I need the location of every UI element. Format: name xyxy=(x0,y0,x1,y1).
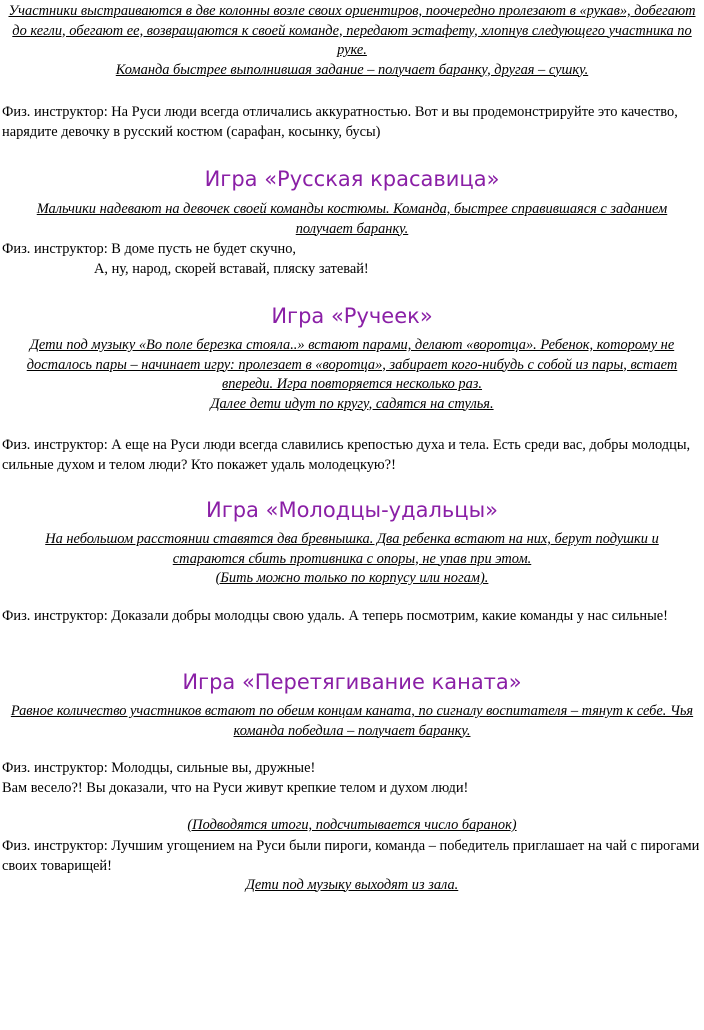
game-4-section xyxy=(0,668,704,696)
game-rules-note-remark: (Бить можно только по корпусу или ногам). xyxy=(215,570,489,586)
game-2-section xyxy=(0,302,704,330)
instructor-speech-continued: А, ну, народ, скорей вставай, пляску затевай! xyxy=(94,261,369,277)
instructor-speech: Физ. инструктор: Молодцы, сильные вы, дружные! xyxy=(2,760,316,776)
game-1-note-block xyxy=(0,200,704,239)
game-rules-note-after: Далее дети идут по кругу, садятся на стулья. xyxy=(210,395,494,412)
game-2-note-block xyxy=(0,336,704,414)
game-3-note-block xyxy=(0,530,704,589)
game-title: Игра «Ручеек» xyxy=(271,304,433,328)
game-1-speech-block xyxy=(0,239,704,279)
game-3-speech-block xyxy=(0,606,704,626)
game-rules-note: Мальчики надевают на девочек своей команды костюмы. Команда, быстрее справившаяся с заданием получает баранку. xyxy=(36,201,668,237)
intro-section xyxy=(0,2,704,80)
instructor-speech: Физ. инструктор: Доказали добры молодцы свою удаль. А теперь посмотрим, какие команды у нас сильные! xyxy=(2,608,668,624)
ending-section xyxy=(0,816,704,895)
instructor-speech: Физ. инструктор: А еще на Руси люди всегда славились крепостью духа и тела. Есть среди вас, добры молодцы, сильные духом и телом люди? Кто покажет удаль молодецкую?! xyxy=(2,437,691,473)
instructor-speech: Физ. инструктор: В доме пусть не будет скучно, xyxy=(2,241,297,257)
game-2-speech-block xyxy=(0,435,704,475)
intro-note: Участники выстраиваются в две колонны возле своих ориентиров, поочередно пролезают в «рукав», добегают до кегли, обегают ее, возвращаются к своей команде, передают эстафету, хлопнув следующего участника по руке. xyxy=(8,3,696,58)
game-title: Игра «Русская красавица» xyxy=(204,167,500,191)
game-title: Игра «Молодцы-удальцы» xyxy=(205,498,498,522)
summary-note: (Подводятся итоги, подсчитывается число баранок) xyxy=(187,817,517,833)
game-4-note-block xyxy=(0,702,704,741)
instructor-speech-continued: Вам весело?! Вы доказали, что на Руси живут крепкие телом и духом люди! xyxy=(2,780,469,796)
game-4-speech-block xyxy=(0,758,704,798)
intro-speech-section xyxy=(0,102,704,142)
game-rules-note: Дети под музыку «Во поле березка стояла..» встают парами, делают «воротца». Ребенок, которому не досталось пары – начинает игру: пролезает в «воротца», забирает кого-нибудь с собой из пары, встает впереди. Игра повторяется несколько раз. xyxy=(26,337,678,392)
intro-note-result: Команда быстрее выполнившая задание – получает баранку, другая – сушку. xyxy=(115,61,589,78)
game-rules-note: Равное количество участников встают по обеим концам каната, по сигналу воспитателя – тянут к себе. Чья команда победила – получает баранку. xyxy=(10,703,694,739)
game-rules-note: На небольшом расстоянии ставятся два бревнышка. Два ребенка встают на них, берут подушки и стараются сбить противника с опоры, не упав при этом. xyxy=(45,531,659,567)
instructor-speech: Физ. инструктор: Лучшим угощением на Руси были пироги, команда – победитель приглашает на чай с пирогами своих товарищей! xyxy=(2,837,700,874)
game-1-section xyxy=(0,165,704,193)
closing-note: Дети под музыку выходят из зала. xyxy=(245,876,459,893)
game-title: Игра «Перетягивание каната» xyxy=(182,670,522,694)
game-3-section xyxy=(0,496,704,524)
instructor-speech: Физ. инструктор: На Руси люди всегда отличались аккуратностью. Вот и вы продемонстрируйте это качество, нарядите девочку в русский костюм (сарафан, косынку, бусы) xyxy=(2,104,678,140)
